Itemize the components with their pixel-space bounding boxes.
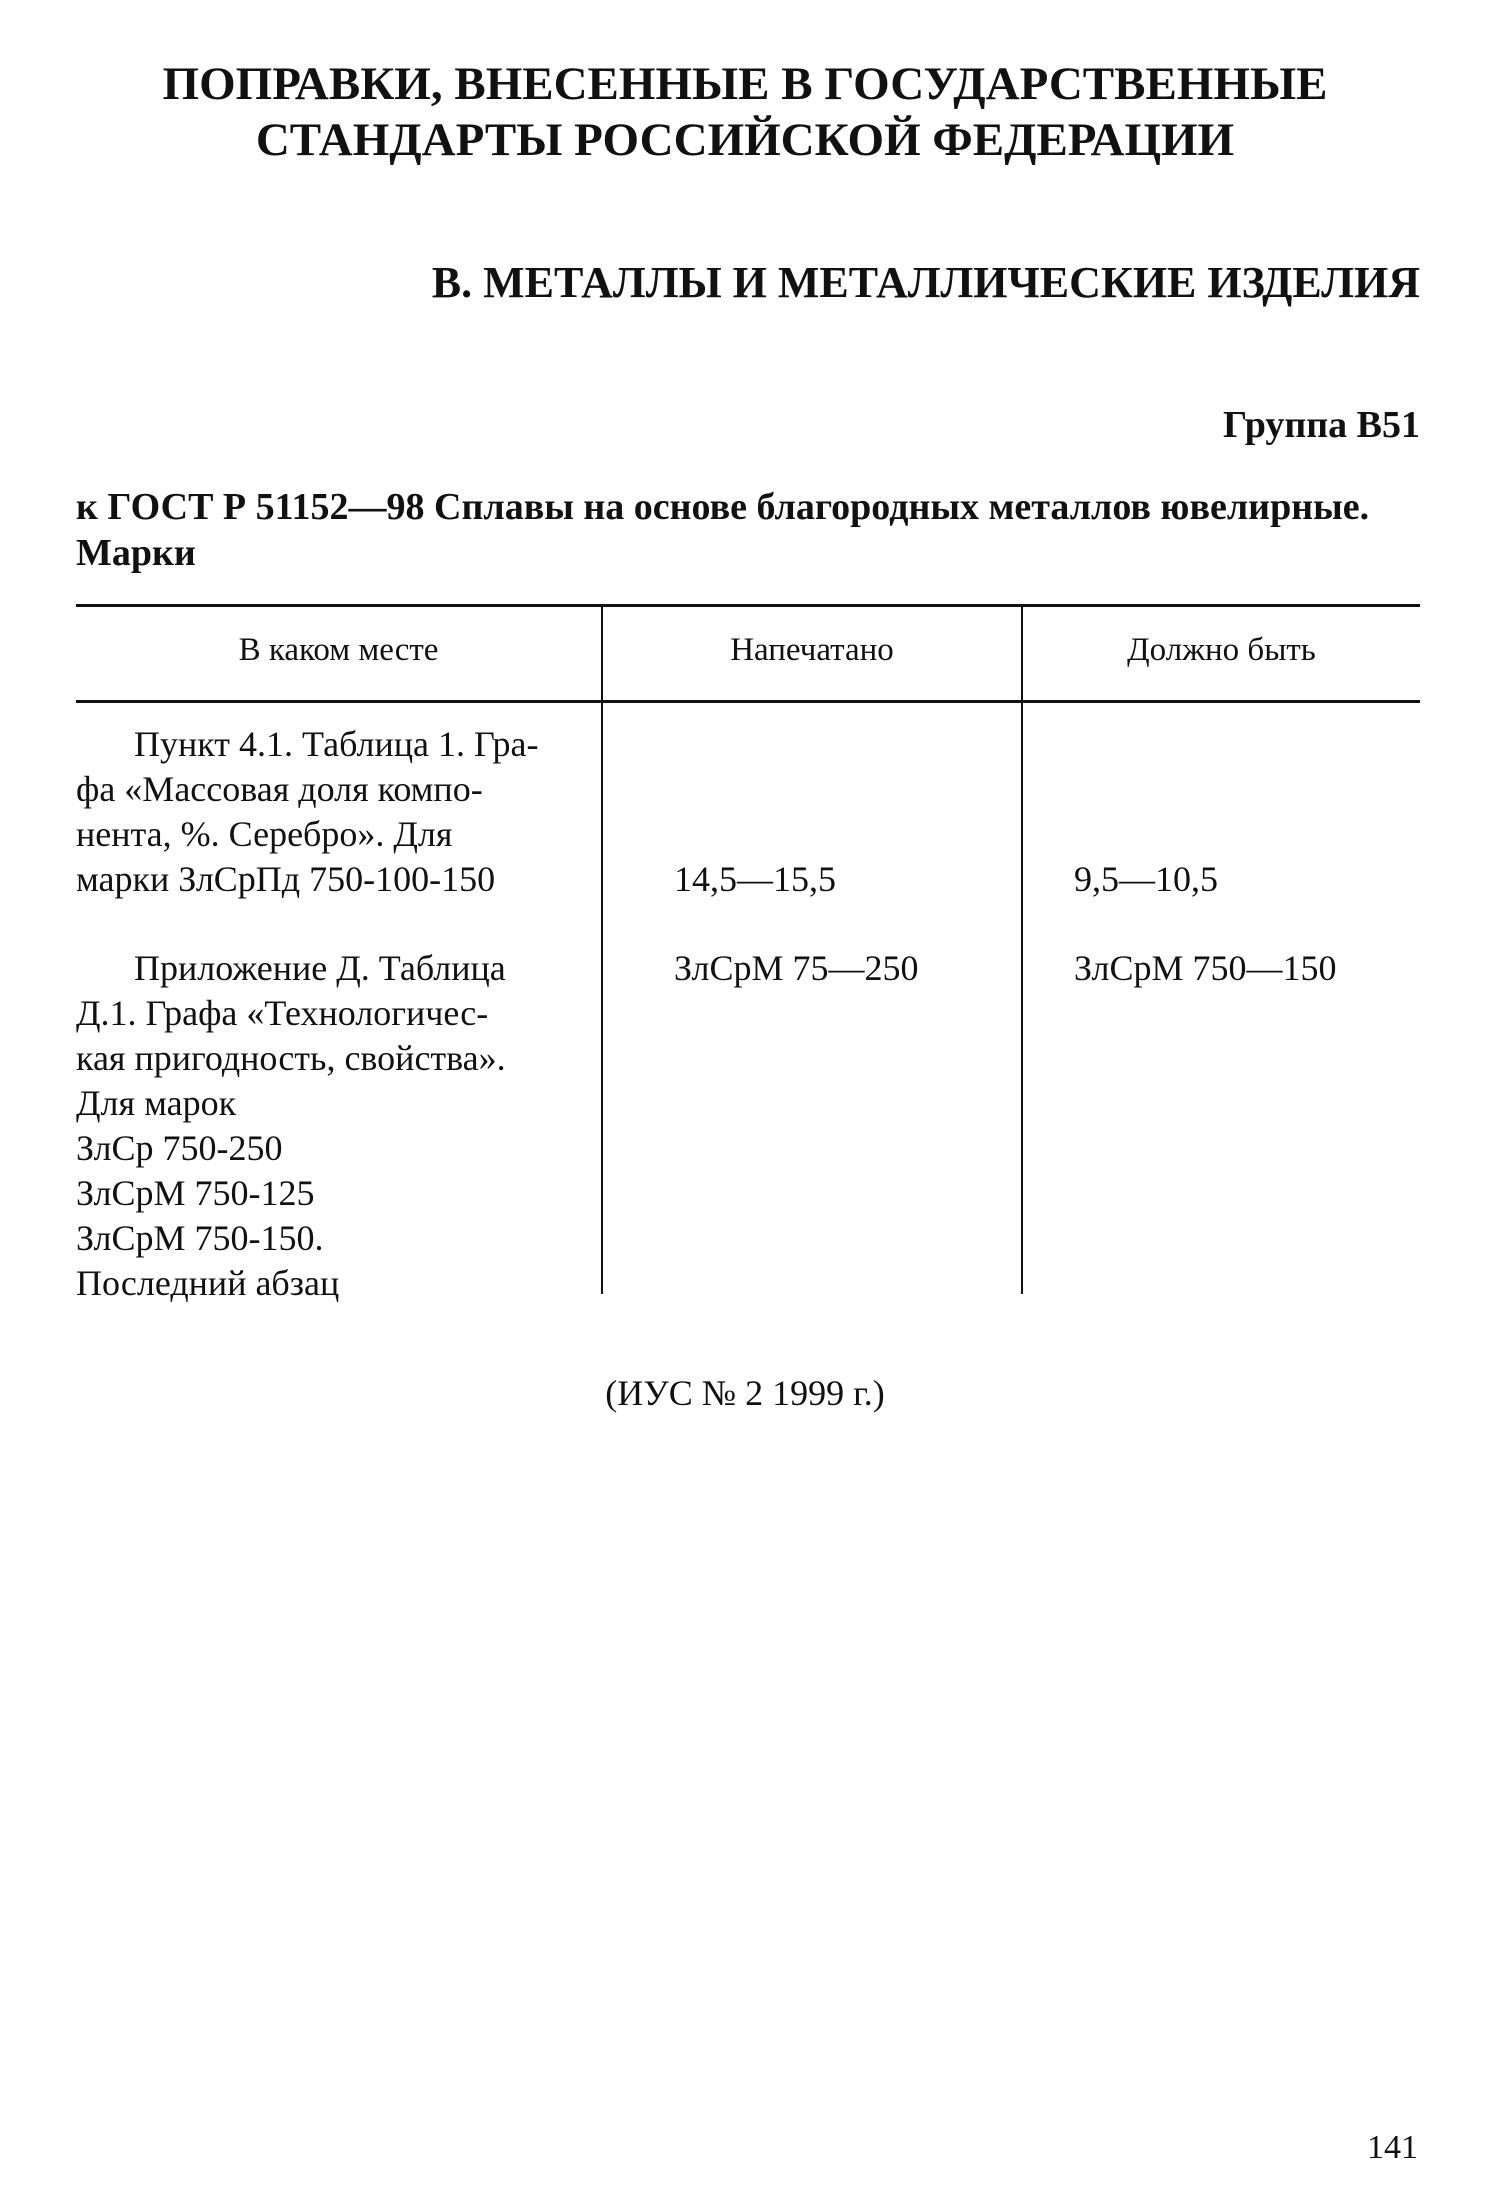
row-2-where-line: ЗлСрМ 750-150. bbox=[76, 1218, 324, 1258]
standard-title-line-1: к ГОСТ Р 51152—98 Сплавы на основе благородных металлов ювелирные. bbox=[76, 486, 1370, 528]
row-2-should-be: ЗлСрМ 750—150 bbox=[1074, 948, 1337, 988]
table-header-rule bbox=[76, 700, 1420, 703]
column-header-printed: Напечатано bbox=[730, 632, 894, 668]
column-header-where: В каком месте bbox=[238, 632, 439, 668]
row-1-where bbox=[76, 722, 586, 902]
row-1-where-line: нента, %. Серебро». Для bbox=[76, 814, 453, 854]
row-2-where-line: Д.1. Графа «Технологичес- bbox=[76, 993, 489, 1033]
section-heading: В. МЕТАЛЛЫ И МЕТАЛЛИЧЕСКИЕ ИЗДЕЛИЯ bbox=[431, 258, 1420, 307]
table-top-rule bbox=[76, 604, 1420, 607]
row-1-where-line: фа «Массовая доля компо- bbox=[76, 769, 483, 809]
row-2-where-line: ЗлСр 750-250 bbox=[76, 1128, 283, 1168]
source-reference: (ИУС № 2 1999 г.) bbox=[605, 1373, 885, 1413]
row-2-where-line: кая пригодность, свойства». bbox=[76, 1038, 506, 1078]
row-2-printed: ЗлСрМ 75—250 bbox=[674, 948, 919, 988]
column-divider-2 bbox=[1021, 604, 1023, 1294]
column-divider-1 bbox=[601, 604, 603, 1294]
row-2-where-line: Для марок bbox=[76, 1083, 237, 1123]
page-title bbox=[0, 56, 1490, 168]
standard-heading bbox=[76, 484, 1420, 576]
row-2-where-line: Последний абзац bbox=[76, 1263, 340, 1303]
row-2-where bbox=[76, 946, 586, 1306]
page-number: 141 bbox=[1367, 2129, 1418, 2166]
row-1-where-line: марки ЗлСрПд 750-100-150 bbox=[76, 859, 496, 899]
row-2-where-line: Приложение Д. Таблица bbox=[134, 948, 506, 988]
standard-title-line-2: Марки bbox=[76, 532, 196, 574]
group-label: Группа В51 bbox=[1222, 404, 1420, 446]
row-1-should-be: 9,5—10,5 bbox=[1074, 859, 1218, 899]
title-line-1: ПОПРАВКИ, ВНЕСЕННЫЕ В ГОСУДАРСТВЕННЫЕ bbox=[162, 58, 1328, 110]
row-1-where-line: Пункт 4.1. Таблица 1. Гра- bbox=[134, 724, 539, 764]
title-line-2: СТАНДАРТЫ РОССИЙСКОЙ ФЕДЕРАЦИИ bbox=[255, 114, 1235, 166]
column-header-should-be: Должно быть bbox=[1127, 632, 1316, 668]
row-2-where-line: ЗлСрМ 750-125 bbox=[76, 1173, 315, 1213]
corrections-table bbox=[76, 604, 1420, 1303]
row-1-printed: 14,5—15,5 bbox=[674, 859, 836, 899]
